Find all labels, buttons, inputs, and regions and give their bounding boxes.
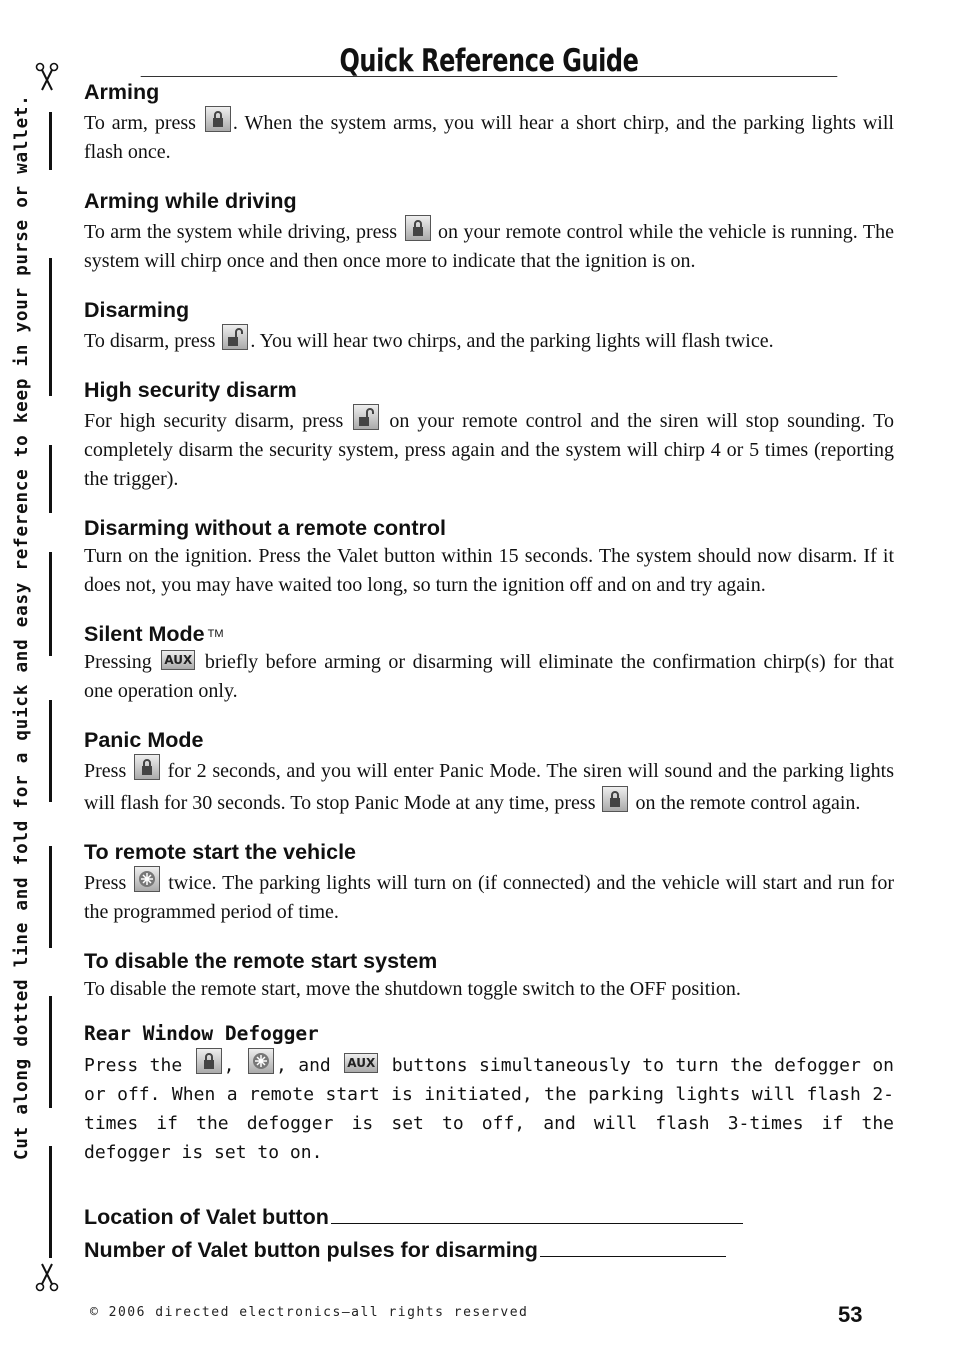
text-silent-mode: Pressing AUX briefly before arming or disarming will eliminate the confirmation chirp(s) for that one operation only.: [84, 651, 894, 702]
section-panic-mode: [84, 726, 894, 818]
section-arming: [84, 78, 894, 167]
section-high-security: [84, 376, 894, 494]
star-icon: [248, 1048, 274, 1074]
text-disarm-no-remote: Turn on the ignition. Press the Valet button within 15 seconds. The system should now disarm. If it does not, you may have waited too long, so turn the ignition off and on and try again.: [84, 545, 894, 596]
text-disarming: To disarm, press . You will hear two chirps, and the parking lights will flash twice.: [84, 324, 894, 356]
cut-line-segment: [49, 552, 52, 656]
section-disarm-no-remote: [84, 514, 894, 600]
section-disarming: [84, 296, 894, 356]
heading-high-security: High security disarm: [84, 378, 297, 402]
lock-icon: [405, 215, 431, 241]
section-disable-remote-start: [84, 947, 894, 1004]
text-high-security: For high security disarm, press on your remote control and the siren will stop sounding. To completely disarm the security system, press again and the system will chirp 4 or 5 times (reporting the trigger).: [84, 404, 894, 494]
valet-location-blank[interactable]: [331, 1223, 743, 1224]
text-disable-remote-start: To disable the remote start, move the shutdown toggle switch to the OFF position.: [84, 978, 741, 1000]
cut-line-segment: [49, 1146, 52, 1258]
heading-remote-start: To remote start the vehicle: [84, 840, 357, 864]
unlock-icon: [353, 404, 379, 430]
cut-line-segment: [49, 700, 52, 802]
valet-location-line: Location of Valet button: [84, 1201, 894, 1234]
cut-line-segment: [49, 258, 52, 396]
page-number: 53: [838, 1302, 863, 1327]
heading-disable-remote-start: To disable the remote start system: [84, 949, 438, 973]
heading-rear-defogger: Rear Window Defogger: [84, 1022, 319, 1045]
cut-instruction: Cut along dotted line and fold for a quick and easy reference to keep in your purse or wallet.: [12, 94, 32, 1160]
lock-icon: [134, 754, 160, 780]
heading-arming: Arming: [84, 80, 160, 104]
trademark: TM: [207, 628, 224, 640]
page-title: Quick Reference Guide: [141, 40, 838, 77]
section-arming-driving: [84, 187, 894, 276]
aux-icon: AUX: [161, 650, 195, 670]
section-remote-start: [84, 838, 894, 927]
cut-line-segment: [49, 996, 52, 1108]
text-panic-mode: Press for 2 seconds, and you will enter Panic Mode. The siren will sound and the parking lights will flash for 30 seconds. To stop Panic Mode at any time, press on the remote control again.: [84, 754, 894, 818]
valet-pulses-line: Number of Valet button pulses for disarming: [84, 1234, 894, 1267]
star-icon: [134, 866, 160, 892]
heading-arming-driving: Arming while driving: [84, 189, 297, 213]
scissors-icon-bottom: [35, 1262, 59, 1292]
cut-line-segment: [49, 445, 52, 513]
sections: [84, 78, 894, 1267]
scissors-icon-top: [35, 62, 59, 92]
lock-icon: [602, 786, 628, 812]
heading-disarming: Disarming: [84, 298, 190, 322]
heading-panic-mode: Panic Mode: [84, 728, 204, 752]
lock-icon: [196, 1048, 222, 1074]
cut-line-segment: [49, 112, 52, 170]
footer-copyright: © 2006 directed electronics—all rights reserved: [90, 1305, 529, 1320]
lock-icon: [205, 106, 231, 132]
text-rear-defogger: Press the , , and AUX buttons simultaneously to turn the defogger on or off. When a remote start is initiated, the parking lights will flash 2-times if the defogger is set to off, and will flash 3-times if the defogger is set to on.: [84, 1048, 894, 1167]
aux-icon: AUX: [344, 1053, 378, 1073]
text-remote-start: Press twice. The parking lights will turn on (if connected) and the vehicle will start and run for the programmed period of time.: [84, 866, 894, 927]
fill-in-section: [84, 1201, 894, 1267]
section-rear-defogger: [84, 1020, 894, 1167]
text-arming-driving: To arm the system while driving, press on your remote control while the vehicle is running. The system will chirp once and then once more to indicate that the ignition is on.: [84, 215, 894, 276]
section-silent-mode: [84, 620, 894, 706]
heading-silent-mode: Silent Mode ™: [84, 622, 224, 646]
unlock-icon: [222, 324, 248, 350]
cut-line-segment: [49, 846, 52, 948]
text-arming: To arm, press . When the system arms, you will hear a short chirp, and the parking lights will flash once.: [84, 106, 894, 167]
valet-pulses-blank[interactable]: [540, 1256, 726, 1257]
heading-disarm-no-remote: Disarming without a remote control: [84, 516, 446, 540]
